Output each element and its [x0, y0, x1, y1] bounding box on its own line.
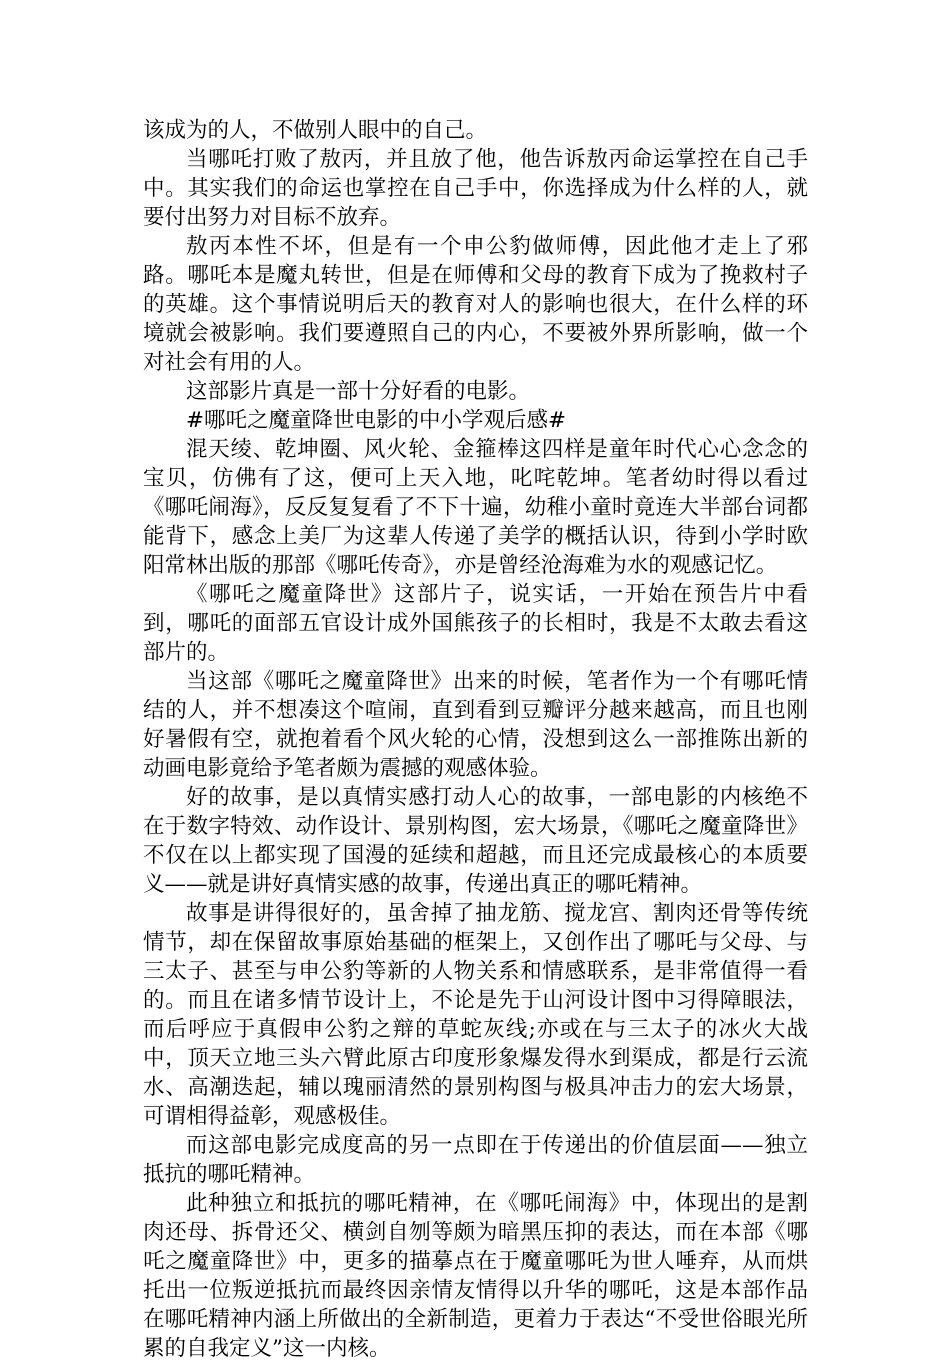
paragraph: 此种独立和抵抗的哪吒精神，在《哪吒闹海》中，体现出的是割肉还母、拆骨还父、横剑自刎等颇为暗黑压抑的表达，而在本部《哪吒之魔童降世》中，更多的描摹点在于魔童哪吒为世人唾弃，从而烘托出一位叛逆抵抗而最终因亲情友情得以升华的哪吒，这是本部作品在哪吒精神内涵上所做出的全新制造，更着力于表达“不受世俗眼光所累的自我定义”这一内核。: [143, 1191, 808, 1361]
paragraph: 《哪吒之魔童降世》这部片子，说实话，一开始在预告片中看到，哪吒的面部五官设计成外国熊孩子的长相时，我是不太敢去看这部片的。: [143, 582, 808, 665]
paragraph: 该成为的人，不做别人眼中的自己。: [143, 118, 488, 143]
document-body: [143, 116, 808, 1363]
paragraph: 混天绫、乾坤圈、风火轮、金箍棒这四样是童年时代心心念念的宝贝，仿佛有了这，便可上天入地，叱咤乾坤。笔者幼时得以看过《哪吒闹海》，反反复复看了不下十遍，幼稚小童时竟连大半部台词都能背下，感念上美厂为这辈人传递了美学的概括认识，待到小学时欧阳常林出版的那部《哪吒传奇》，亦是曾经沧海难为水的观感记忆。: [143, 437, 808, 578]
section-heading: #哪吒之魔童降世电影的中小学观后感#: [186, 408, 567, 433]
paragraph: 故事是讲得很好的，虽舍掉了抽龙筋、搅龙宫、割肉还骨等传统情节，却在保留故事原始基础的框架上，又创作出了哪吒与父母、与三太子、甚至与申公豹等新的人物关系和情感联系，是非常值得一看的。而且在诸多情节设计上，不论是先于山河设计图中习得障眼法，而后呼应于真假申公豹之辩的草蛇灰线;亦或在与三太子的冰火大战中，顶天立地三头六臂此原古印度形象爆发得水到渠成，都是行云流水、高潮迭起，辅以瑰丽清然的景别构图与极具冲击力的宏大场景，可谓相得益彰，观感极佳。: [143, 901, 808, 1129]
paragraph: 而这部电影完成度高的另一点即在于传递出的价值层面——独立抵抗的哪吒精神。: [143, 1133, 808, 1187]
paragraph: 好的故事，是以真情实感打动人心的故事，一部电影的内核绝不在于数字特效、动作设计、景别构图，宏大场景，《哪吒之魔童降世》不仅在以上都实现了国漫的延续和超越，而且还完成最核心的本质要义——就是讲好真情实感的故事，传递出真正的哪吒精神。: [143, 785, 808, 897]
paragraph: 当这部《哪吒之魔童降世》出来的时候，笔者作为一个有哪吒情结的人，并不想凑这个喧闹，直到看到豆瓣评分越来越高，而且也刚好暑假有空，就抱着看个风火轮的心情，没想到这么一部推陈出新的动画电影竟给予笔者颇为震撼的观感体验。: [143, 669, 808, 781]
paragraph: 这部影片真是一部十分好看的电影。: [186, 379, 531, 404]
paragraph: 当哪吒打败了敖丙，并且放了他，他告诉敖丙命运掌控在自己手中。其实我们的命运也掌控在自己手中，你选择成为什么样的人，就要付出努力对目标不放弃。: [143, 147, 808, 230]
paragraph: 敖丙本性不坏，但是有一个申公豹做师傅，因此他才走上了邪路。哪吒本是魔丸转世，但是在师傅和父母的教育下成为了挽救村子的英雄。这个事情说明后天的教育对人的影响也很大，在什么样的环境就会被影响。我们要遵照自己的内心，不要被外界所影响，做一个对社会有用的人。: [143, 234, 808, 375]
